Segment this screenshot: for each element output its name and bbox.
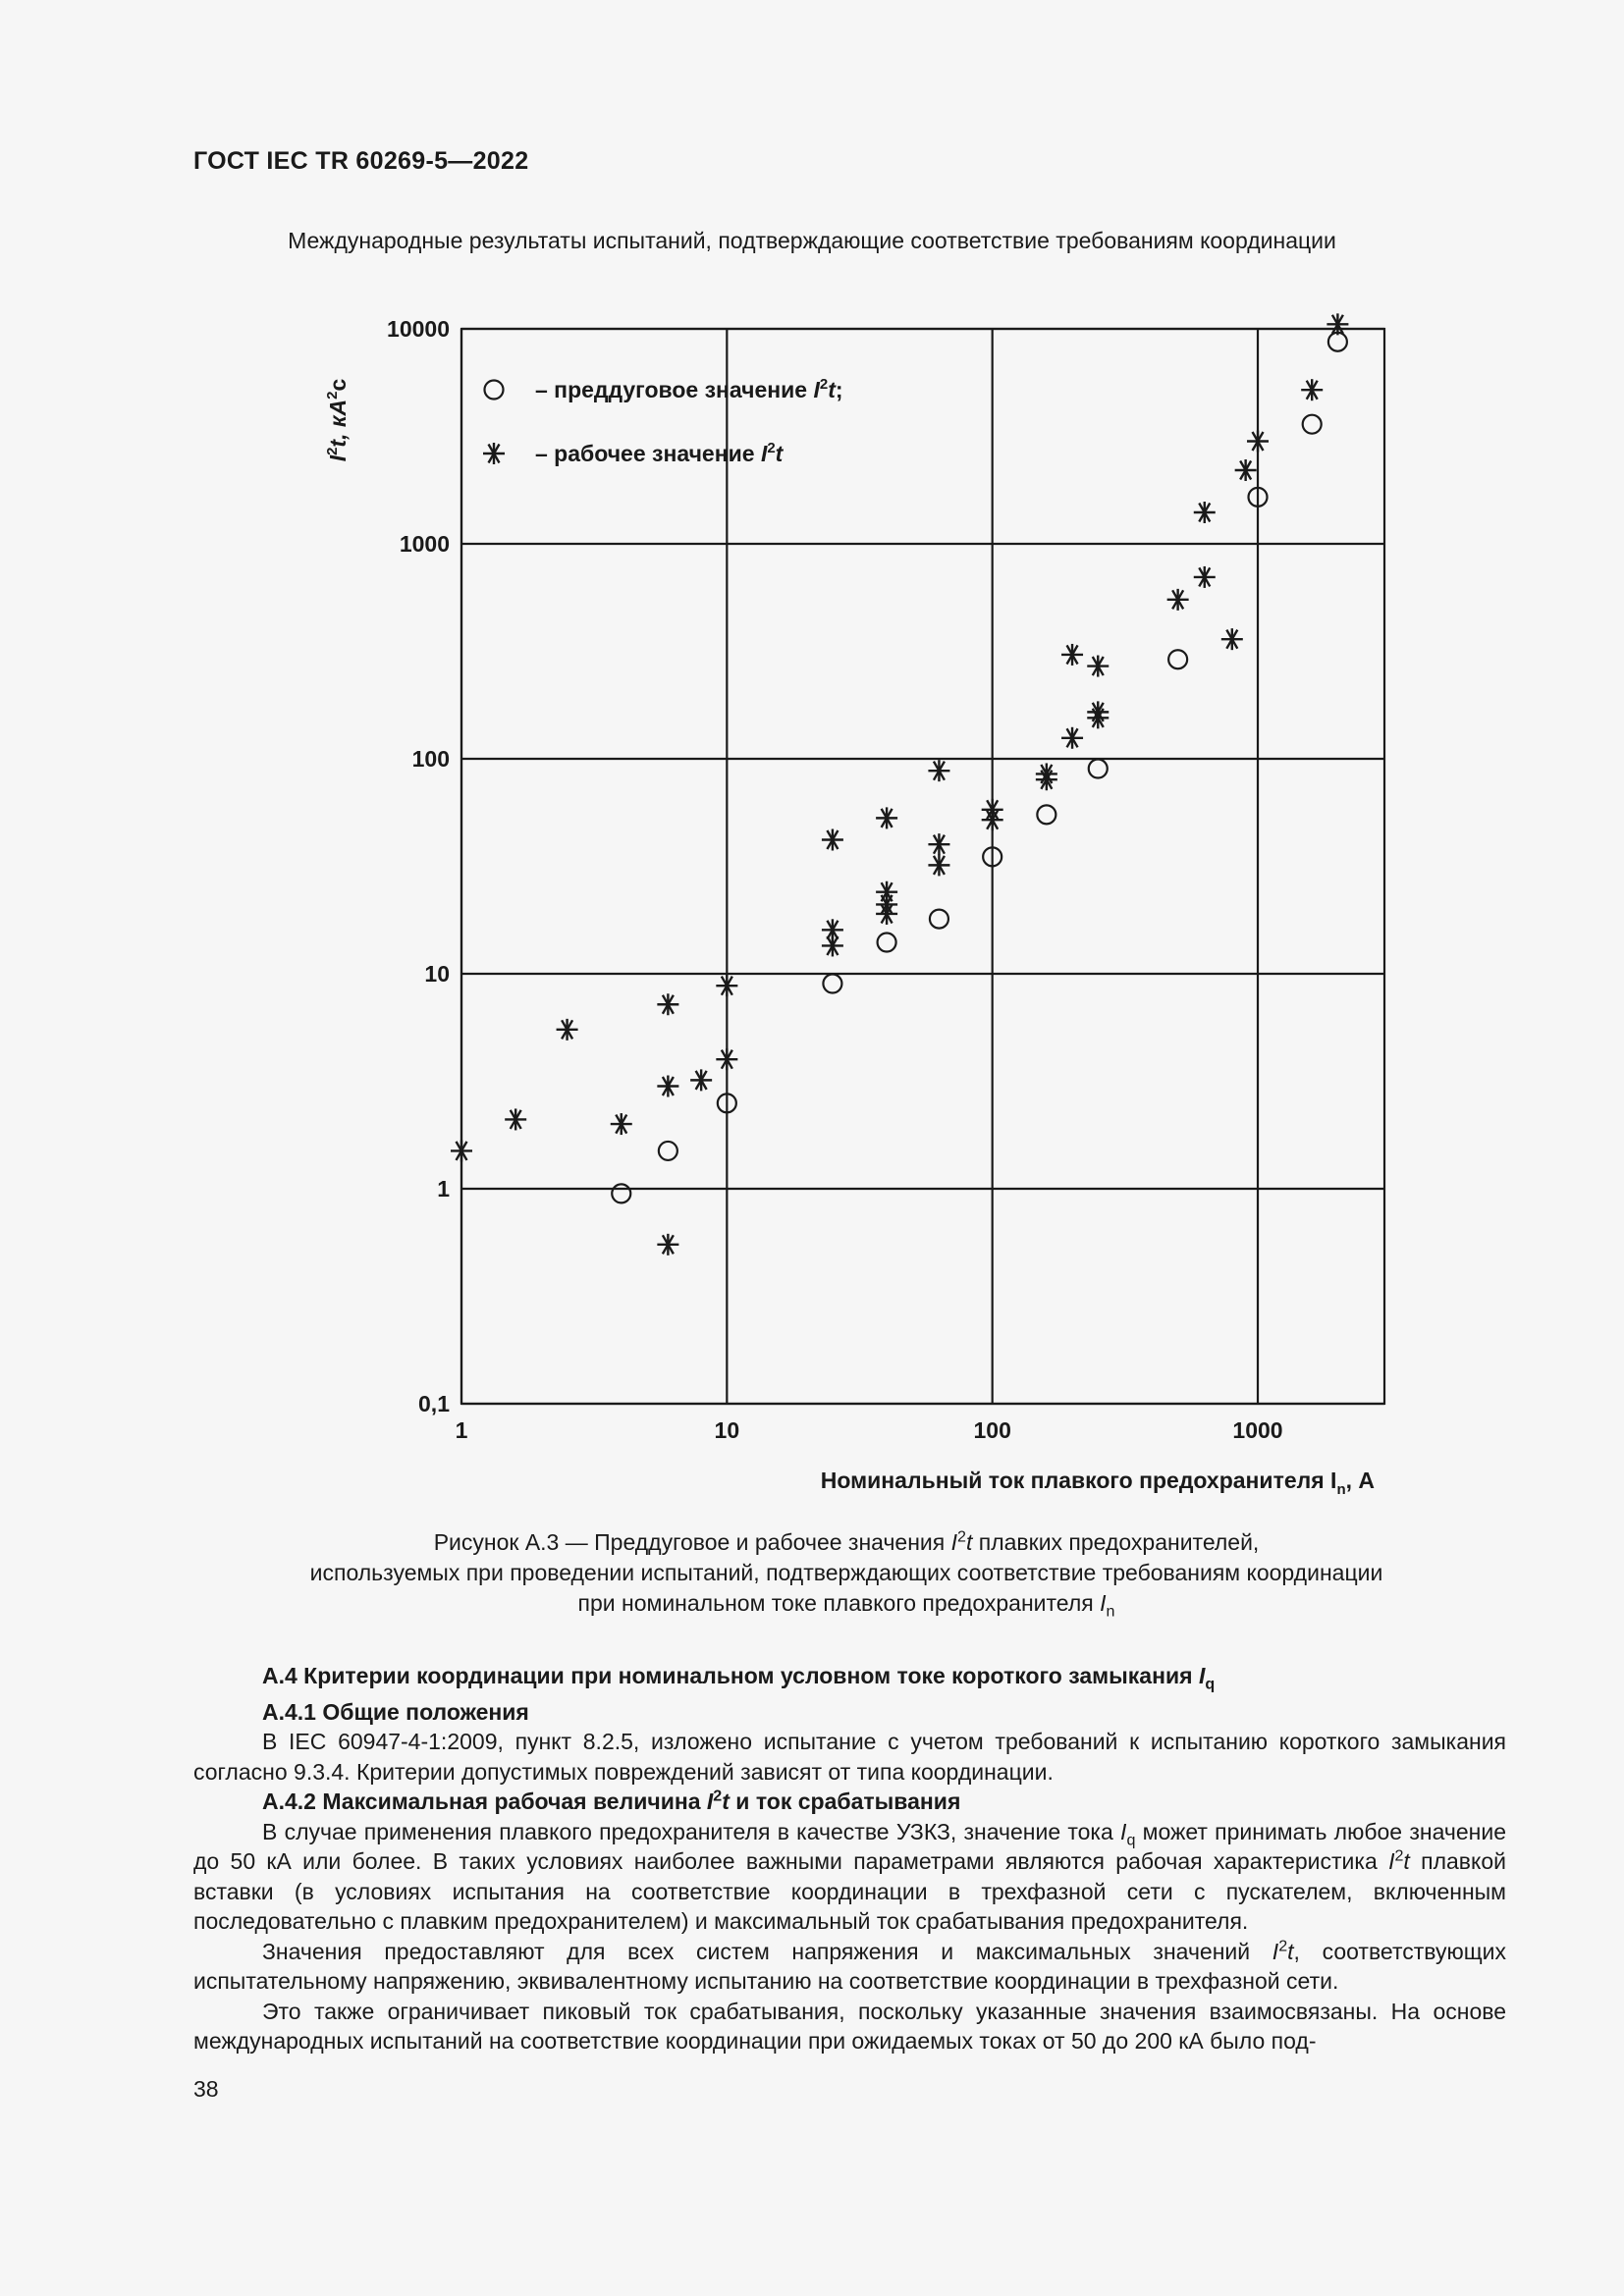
page-number: 38: [193, 2076, 219, 2102]
heading-a4: А.4 Критерии координации при номинальном условном токе короткого замыкания $I_q$: [262, 1663, 1216, 1693]
figure-caption-line-3: при номинальном токе плавкого предохранителя $I_n$: [577, 1590, 1115, 1621]
operating-point: [451, 1140, 472, 1161]
x-axis-label: Номинальный ток плавкого предохранителя $I_n$, А: [820, 1468, 1375, 1498]
y-tick-label: 1: [437, 1176, 450, 1201]
document-header: ГОСТ IEC TR 60269-5—2022: [193, 147, 529, 175]
preharc-point: [1303, 415, 1322, 434]
preharc-point: [823, 975, 841, 993]
operating-point: [1221, 628, 1243, 650]
paragraph-4: Это также ограничивает пиковый ток срабатывания, поскольку указанные значения взаимосвязаны. На основе международных испытаний на соответствие координации при ожидаемых токах от 50 до 200 кА было под-: [193, 1998, 1506, 2054]
i2t-scatter-chart: [295, 294, 1434, 1502]
heading-a41: А.4.1 Общие положения: [262, 1698, 529, 1725]
x-tick-label: 100: [973, 1417, 1011, 1443]
operating-point: [1167, 589, 1189, 611]
operating-point: [928, 833, 949, 855]
preharc-point: [659, 1142, 677, 1160]
y-tick-label: 100: [411, 746, 450, 772]
operating-point: [1087, 701, 1109, 722]
operating-point: [611, 1113, 632, 1135]
operating-point: [876, 807, 897, 828]
operating-point: [1194, 502, 1216, 523]
preharc-point: [1037, 805, 1056, 824]
body-text: [193, 1661, 1506, 2056]
legend-item-preharc: – преддуговое значение $I^2t$;: [535, 376, 843, 402]
preharc-point: [1168, 650, 1187, 668]
operating-point: [716, 975, 737, 996]
operating-point: [982, 799, 1003, 821]
figure-caption-line-1: Рисунок А.3 — Преддуговое и рабочее значения $I^2t$ плавких предохранителей,: [433, 1527, 1260, 1555]
preharc-point: [1328, 333, 1347, 351]
preharc-point: [612, 1184, 630, 1202]
legend-asterisk-marker: [483, 443, 505, 464]
legend-asterisk-glyph: [483, 443, 505, 464]
figure-caption: [187, 1527, 1506, 1619]
paragraph-3: Значения предоставляют для всех систем напряжения и максимальных значений $I^2t$, соответствующих испытательному напряжению, эквивалентному испытанию на соответствие координации в трехфазной сети.: [193, 1936, 1506, 1994]
chart-legend: [483, 376, 843, 466]
heading-a42: А.4.2 Максимальная рабочая величина $I^2t$ и ток срабатывания: [262, 1787, 961, 1814]
operating-point: [1036, 763, 1057, 784]
y-axis-label: $I^2t$, $кА^2с$: [324, 378, 351, 462]
operating-point: [557, 1019, 578, 1041]
preharc-point: [878, 933, 896, 951]
figure-caption-line-2: используемых при проведении испытаний, подтверждающих соответствие требованиям координации: [309, 1560, 1383, 1585]
operating-point: [928, 760, 949, 781]
operating-point: [822, 829, 843, 851]
operating-point: [1061, 644, 1083, 666]
operating-point: [928, 854, 949, 876]
x-tick-label: 1: [455, 1417, 468, 1443]
chart-heading: Международные результаты испытаний, подтверждающие соответствие требованиям координации: [288, 228, 1336, 253]
operating-point: [822, 919, 843, 940]
y-tick-label: 10000: [387, 316, 450, 342]
operating-point: [657, 993, 678, 1015]
operating-point: [1301, 379, 1323, 400]
chart-grid: [461, 329, 1384, 1404]
operating-point: [876, 881, 897, 903]
preharc-point: [1089, 760, 1108, 778]
preharc-point: [930, 910, 948, 929]
paragraph-2: В случае применения плавкого предохранителя в качестве УЗКЗ, значение тока $I_q$ может принимать любое значение до 50 кА или более. В таких условиях наиболее важными параметрами являются рабочая характеристика $I^2t$ плавкой вставки (в условиях испытания на соответствие координации в трехфазной сети с пускателем, включенным последовательно с плавким предохранителем) и максимальный ток срабатывания предохранителя.: [193, 1818, 1506, 1934]
operating-point: [1061, 727, 1083, 749]
chart-tick-labels: [387, 316, 1283, 1443]
y-tick-label: 0,1: [418, 1391, 450, 1416]
legend-circle-marker: [485, 381, 504, 400]
legend-item-operating: – рабочее значение $I^2t$: [535, 440, 784, 466]
operating-point: [657, 1234, 678, 1255]
y-tick-label: 10: [424, 961, 450, 987]
operating-point: [1235, 459, 1257, 481]
operating-point: [1326, 313, 1348, 335]
paragraph-1: В IEC 60947-4-1:2009, пункт 8.2.5, изложено испытание с учетом требований к испытанию короткого замыкания согласно 9.3.4. Критерии допустимых повреждений зависят от типа координации.: [193, 1729, 1506, 1785]
operating-point: [1194, 566, 1216, 588]
operating-point: [716, 1048, 737, 1070]
y-tick-label: 1000: [399, 531, 450, 557]
operating-point: [690, 1069, 712, 1091]
operating-point: [505, 1108, 526, 1130]
x-tick-label: 10: [714, 1417, 740, 1443]
x-tick-label: 1000: [1232, 1417, 1283, 1443]
operating-point: [657, 1076, 678, 1097]
plot-frame: [461, 329, 1384, 1404]
operating-point: [1247, 431, 1269, 453]
operating-point: [1087, 656, 1109, 677]
